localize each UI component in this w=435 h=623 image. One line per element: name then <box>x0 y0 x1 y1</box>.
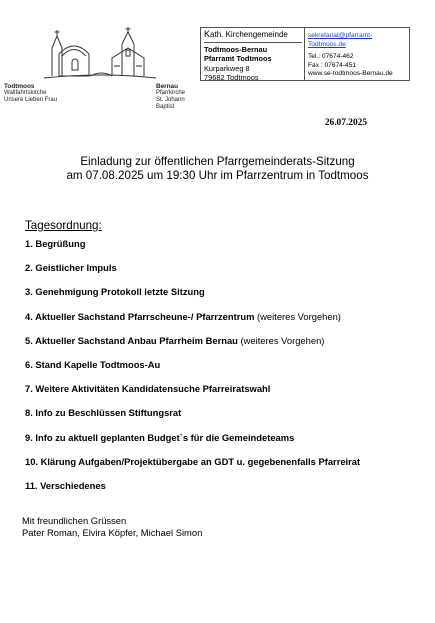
agenda-item: 6. Stand Kapelle Todtmoos-Au <box>25 358 161 370</box>
agenda-item: 5. Aktueller Sachstand Anbau Pfarrheim Bernau (weiteres Vorgehen) <box>25 334 325 346</box>
agenda-item: 8. Info zu Beschlüssen Stiftungsrat <box>25 407 182 419</box>
agenda-item: 7. Weitere Aktivitäten Kandidatensuche Pfarreiratswahl <box>25 383 271 395</box>
street-address: Kurparkweg 8 <box>204 63 250 73</box>
agenda-item: 10. Klärung Aufgaben/Projektübergabe an GDT u. gegebenenfalls Pfarreirat <box>25 455 361 467</box>
website-link[interactable]: www.se-todtmoos-Bernau.de <box>308 70 393 78</box>
document-date: 26.07.2025 <box>324 118 367 128</box>
closing-greeting: Mit freundlichen Grüssen <box>22 515 127 526</box>
letterhead-address <box>204 30 302 83</box>
organization-line2: Pfarramt Todtmoos <box>204 54 272 63</box>
agenda-item: 11. Verschiedenes <box>25 479 106 491</box>
phone-number: Tel.: 07674-462 <box>308 53 354 61</box>
agenda-item: 1. Begrüßung <box>25 238 86 249</box>
agenda-item: 2. Geistlicher Impuls <box>25 262 117 274</box>
closing-signature <box>22 515 202 539</box>
closing-signers: Pater Roman, Elvira Köpfer, Michael Simon <box>22 527 203 538</box>
invitation-title: Einladung zur öffentlichen Pfarrgemeinderats-Sitzung am 07.08.2025 um 19:30 Uhr im Pfarrzentrum in Todtmoos <box>66 155 369 182</box>
left-church-caption: Todtmoos Wallfahrtskirche Unsere Lieben Frau <box>4 83 58 103</box>
email-link[interactable]: sekretariat@pfarramt- Todtmoos.de <box>308 32 373 48</box>
agenda-heading: Tagesordnung: <box>25 219 102 232</box>
agenda-item: 4. Aktueller Sachstand Pfarrscheune-/ Pfarrzentrum (weiteres Vorgehen) <box>25 310 341 322</box>
agenda-item: 3. Genehmigung Protokoll letzte Sitzung <box>25 286 205 298</box>
letterhead-contact <box>308 32 411 79</box>
city-address: 79682 Todtmoos <box>204 73 259 82</box>
parish-logo <box>4 26 200 108</box>
agenda-list <box>25 238 425 504</box>
organization-name: Kath. Kirchengemeinde <box>204 30 302 43</box>
right-church-caption: Bernau Pfarrkirche St. Johann Baptist <box>156 83 186 110</box>
letterhead-divider <box>304 28 305 80</box>
letterhead-box <box>200 27 410 81</box>
churches-illustration-icon <box>4 26 200 86</box>
agenda-item: 9. Info zu aktuell geplanten Budget`s für die Gemeindeteams <box>25 431 295 443</box>
organization-line1: Todtmoos-Bernau <box>204 44 268 54</box>
fax-number: Fax : 07674-451 <box>308 61 357 69</box>
